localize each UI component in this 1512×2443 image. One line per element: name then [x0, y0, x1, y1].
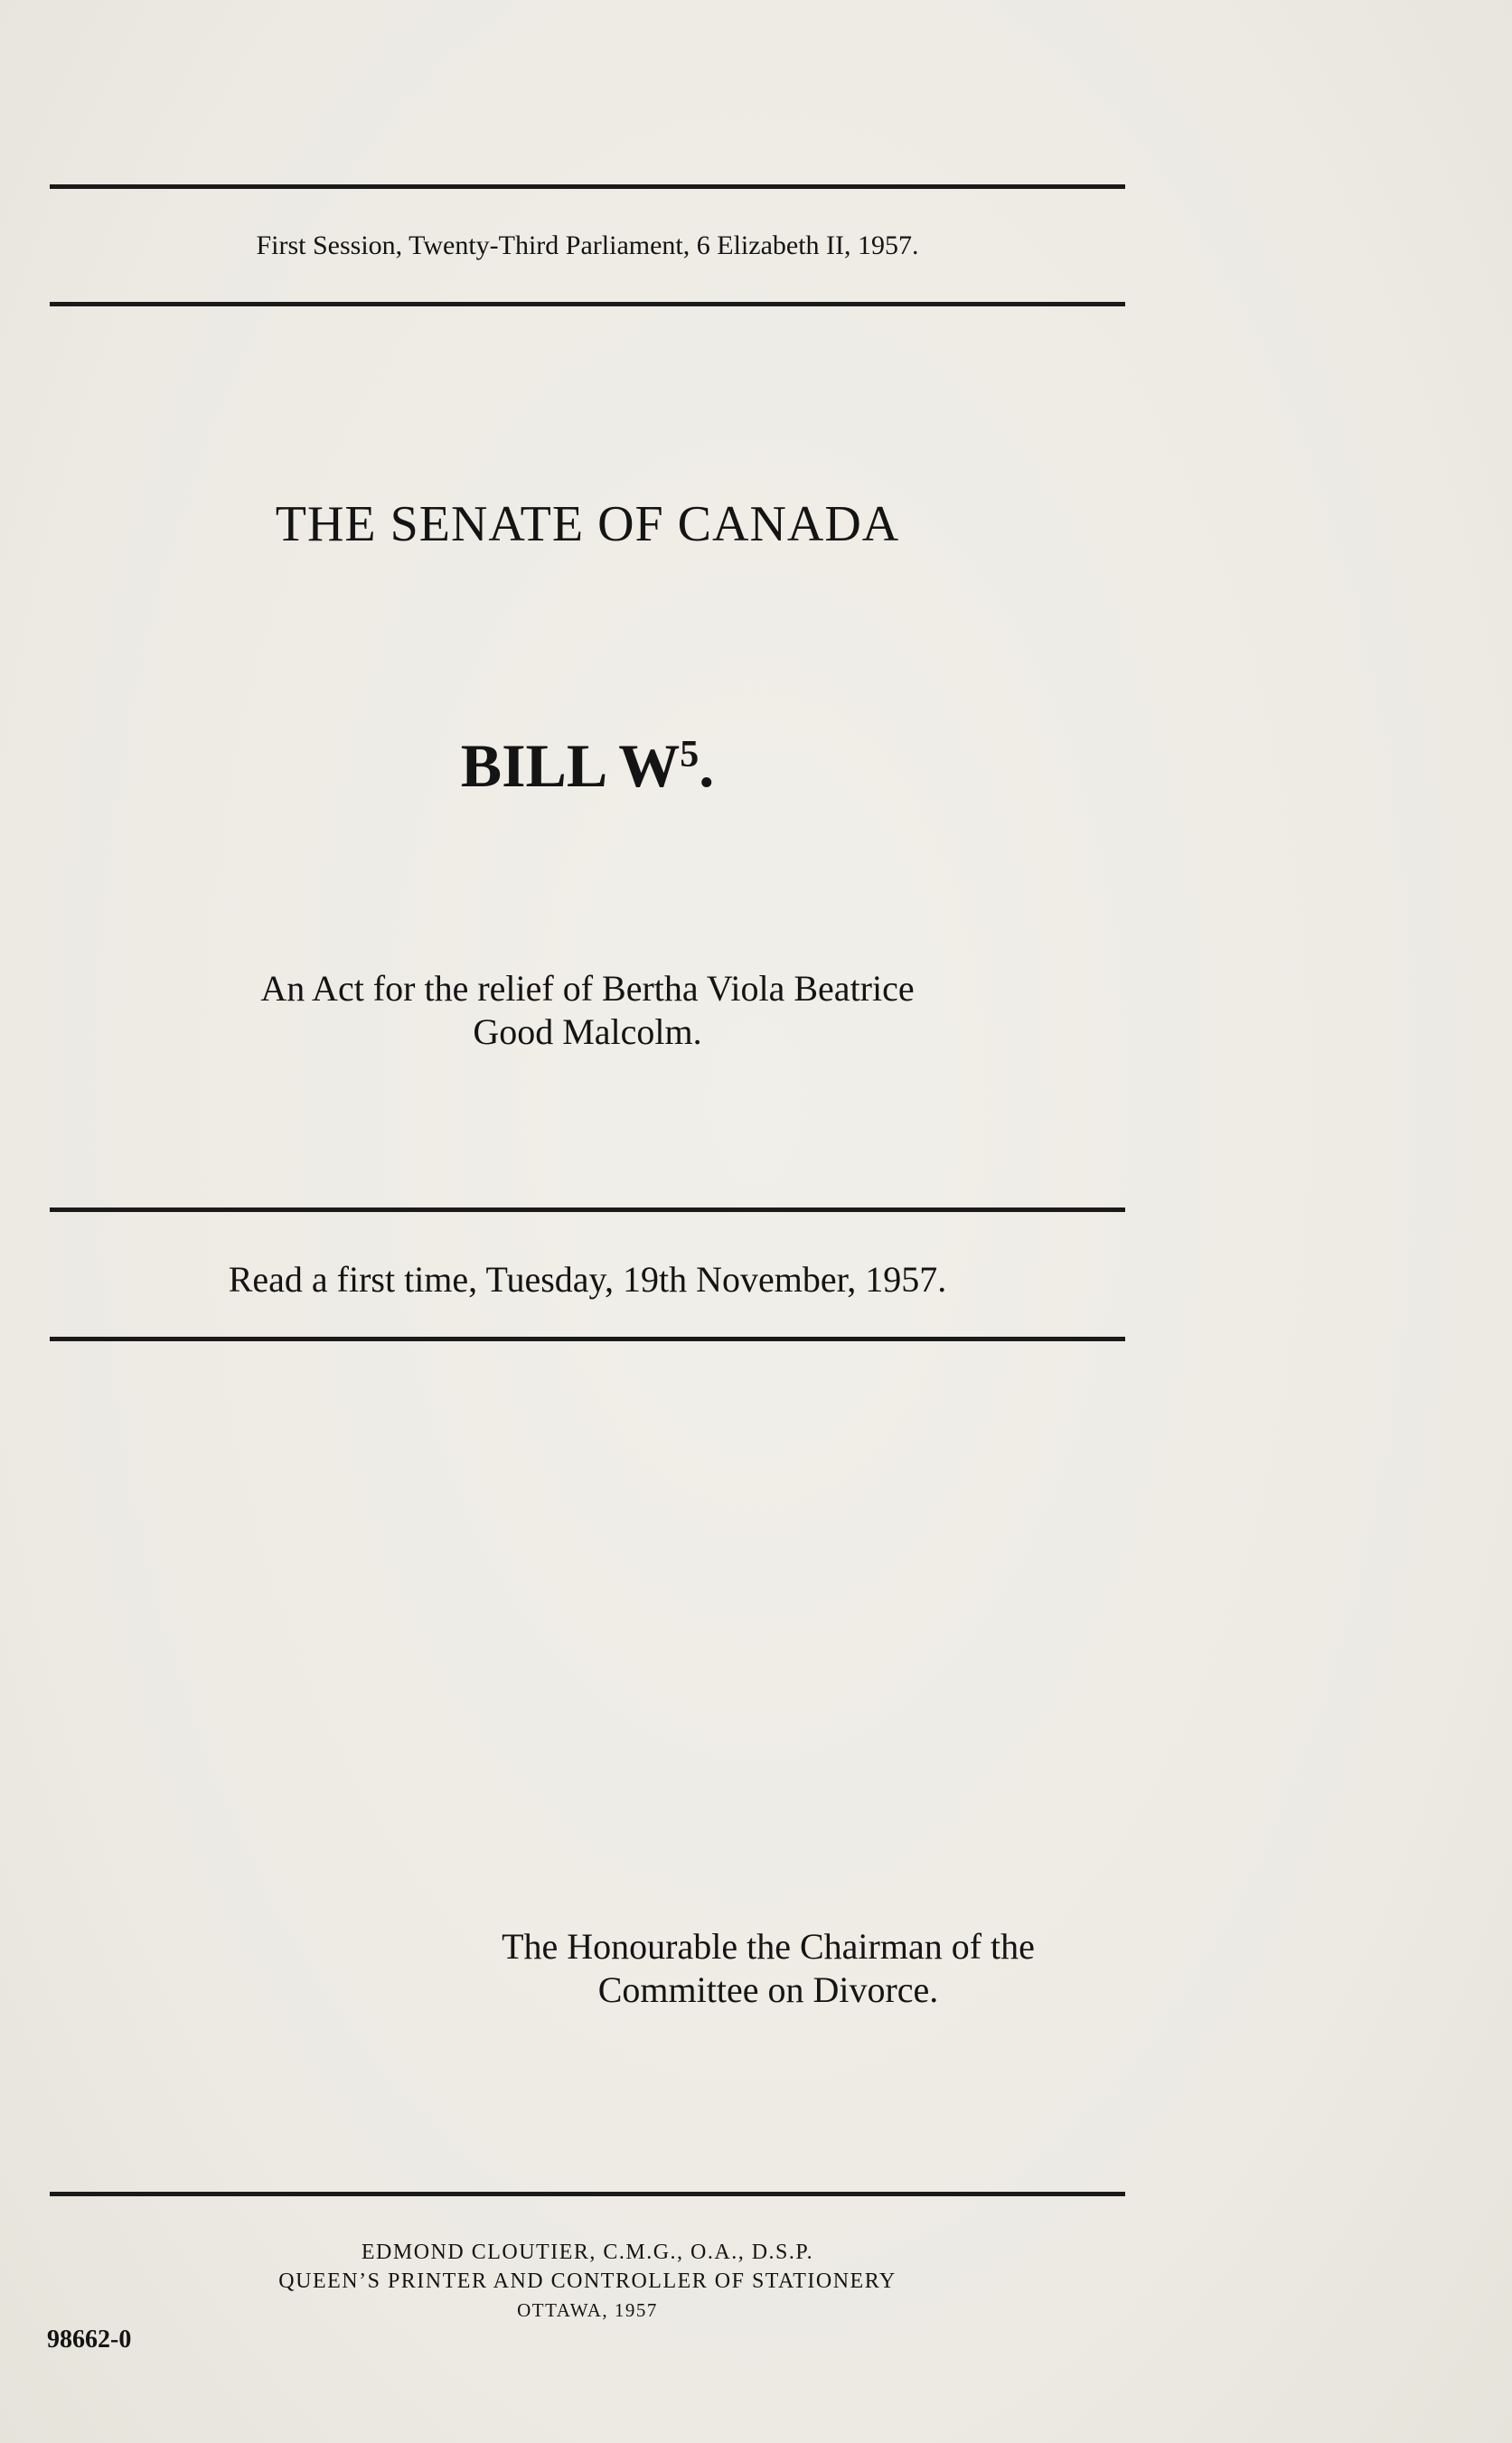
printer-line-1: EDMOND CLOUTIER, C.M.G., O.A., D.S.P.	[361, 2241, 814, 2264]
sponsor-line-1: The Honourable the Chairman of the	[502, 1926, 1035, 1967]
printer-line-3: OTTAWA, 1957	[517, 2299, 658, 2321]
printer-top-rule	[50, 2192, 1125, 2196]
reading-bottom-rule	[50, 1337, 1125, 1341]
act-title	[50, 967, 1125, 1054]
act-title-line-2: Good Malcolm.	[473, 1011, 702, 1052]
bill-number-superscript: 5	[680, 734, 700, 775]
bill-title	[50, 730, 1125, 802]
senate-heading: THE SENATE OF CANADA	[275, 496, 900, 552]
sponsor-line-2: Committee on Divorce.	[597, 1969, 939, 2010]
printer-block	[50, 2238, 1125, 2325]
printer-line-2: QUEEN’S PRINTER AND CONTROLLER OF STATIONERY	[278, 2269, 897, 2293]
print-code: 98662-0	[47, 2326, 132, 2354]
act-title-line-1: An Act for the relief of Bertha Viola Beatrice	[260, 968, 915, 1009]
bill-title-prefix: BILL W	[460, 731, 681, 800]
reading-top-rule	[50, 1207, 1125, 1212]
top-rule	[50, 184, 1125, 189]
session-bottom-rule	[50, 302, 1125, 306]
bill-title-suffix: .	[699, 731, 715, 800]
first-reading-line: Read a first time, Tuesday, 19th November, 1957.	[228, 1259, 947, 1300]
sponsor-block	[389, 1925, 1148, 2012]
session-line: First Session, Twenty-Third Parliament, 6 Elizabeth II, 1957.	[256, 230, 919, 260]
